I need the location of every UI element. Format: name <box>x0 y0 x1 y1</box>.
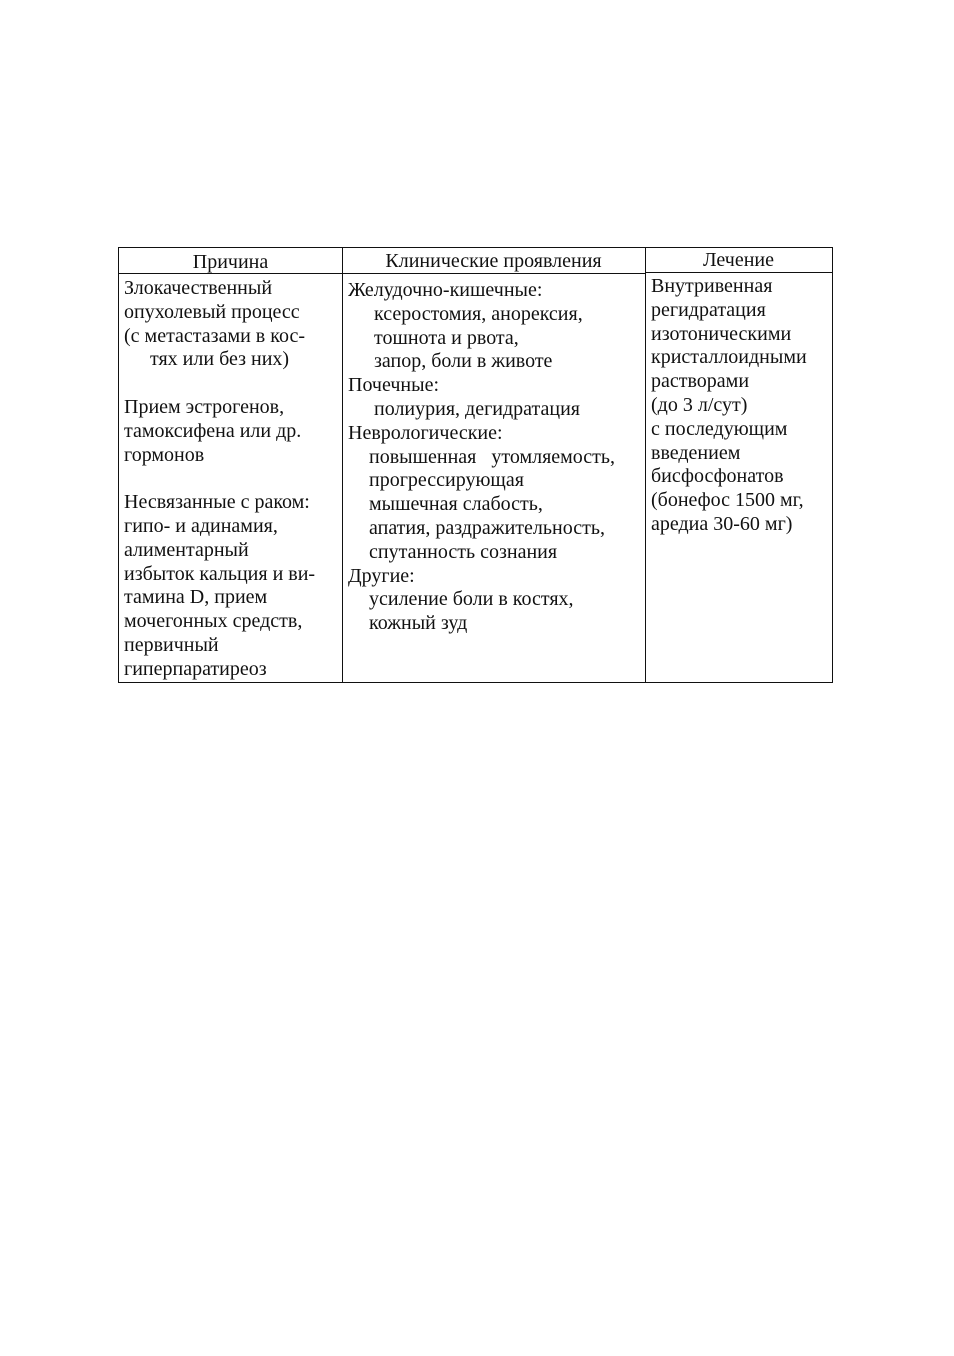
manifestation-line: мышечная слабость, <box>369 493 543 516</box>
header-divider-left <box>119 273 645 274</box>
header-divider-right <box>645 272 832 273</box>
cause-line: тамина D, прием <box>124 586 268 609</box>
manifestation-line: прогрессирующая <box>369 469 524 492</box>
cause-line: избыток кальция и ви- <box>124 562 316 585</box>
manifestation-line: кожный зуд <box>369 612 468 635</box>
treatment-line: (до 3 л/сут) <box>651 393 748 416</box>
cause-line: Злокачественный <box>124 277 273 299</box>
manifestations-cell <box>348 279 615 636</box>
cause-line: Прием эстрогенов, <box>124 395 285 418</box>
treatment-line: аредиа 30-60 мг) <box>651 512 793 535</box>
column-divider-1 <box>342 248 343 682</box>
manifestation-group-title: Неврологические: <box>348 421 503 444</box>
column-divider-2 <box>645 248 646 682</box>
cause-line: опухолевый процесс <box>124 300 300 323</box>
manifestation-group-title: Желудочно-кишечные: <box>348 279 543 301</box>
manifestation-line: спутанность сознания <box>369 540 558 563</box>
cause-line: алиментарный <box>124 538 249 561</box>
header-cause: Причина <box>192 251 269 273</box>
cause-line: (с метастазами в кос- <box>124 324 305 347</box>
manifestation-line: запор, боли в животе <box>374 350 553 373</box>
manifestation-line: повышенная утомляемость, <box>369 445 616 468</box>
treatment-cell <box>651 275 807 537</box>
treatment-line: регидратация <box>651 298 766 321</box>
cause-line: первичный <box>124 633 219 656</box>
treatment-line: (бонефос 1500 мг, <box>651 489 804 512</box>
manifestation-group-title: Другие: <box>348 564 415 587</box>
hypercalcemia-table <box>118 247 833 683</box>
treatment-line: введением <box>651 441 741 464</box>
cause-line: тамоксифена или др. <box>124 419 302 442</box>
manifestation-line: полиурия, дегидратация <box>374 397 580 420</box>
header-manifestations: Клинические проявления <box>385 250 602 272</box>
cause-line: мочегонных средств, <box>124 610 303 633</box>
cause-line: гипо- и адинамия, <box>124 514 278 537</box>
cause-line: гормонов <box>124 443 205 466</box>
treatment-line: бисфосфонатов <box>651 465 784 488</box>
manifestation-line: тошнота и рвота, <box>374 326 519 349</box>
manifestation-line: усиление боли в костях, <box>369 588 574 611</box>
manifestation-group-title: Почечные: <box>348 374 439 397</box>
treatment-line: растворами <box>651 370 750 393</box>
treatment-line: Внутривенная <box>651 275 773 297</box>
cause-line: гиперпаратиреоз <box>124 657 267 680</box>
treatment-line: с последующим <box>651 417 788 440</box>
header-treatment: Лечение <box>702 249 775 271</box>
manifestation-line: ксеростомия, анорексия, <box>374 302 583 325</box>
manifestation-line: апатия, раздражительность, <box>369 516 605 539</box>
cause-line: Несвязанные с раком: <box>124 491 310 514</box>
cause-line: тях или без них) <box>150 348 290 371</box>
cause-cell <box>124 277 315 682</box>
treatment-line: изотоническими <box>651 322 792 345</box>
treatment-line: кристаллоидными <box>651 346 807 369</box>
